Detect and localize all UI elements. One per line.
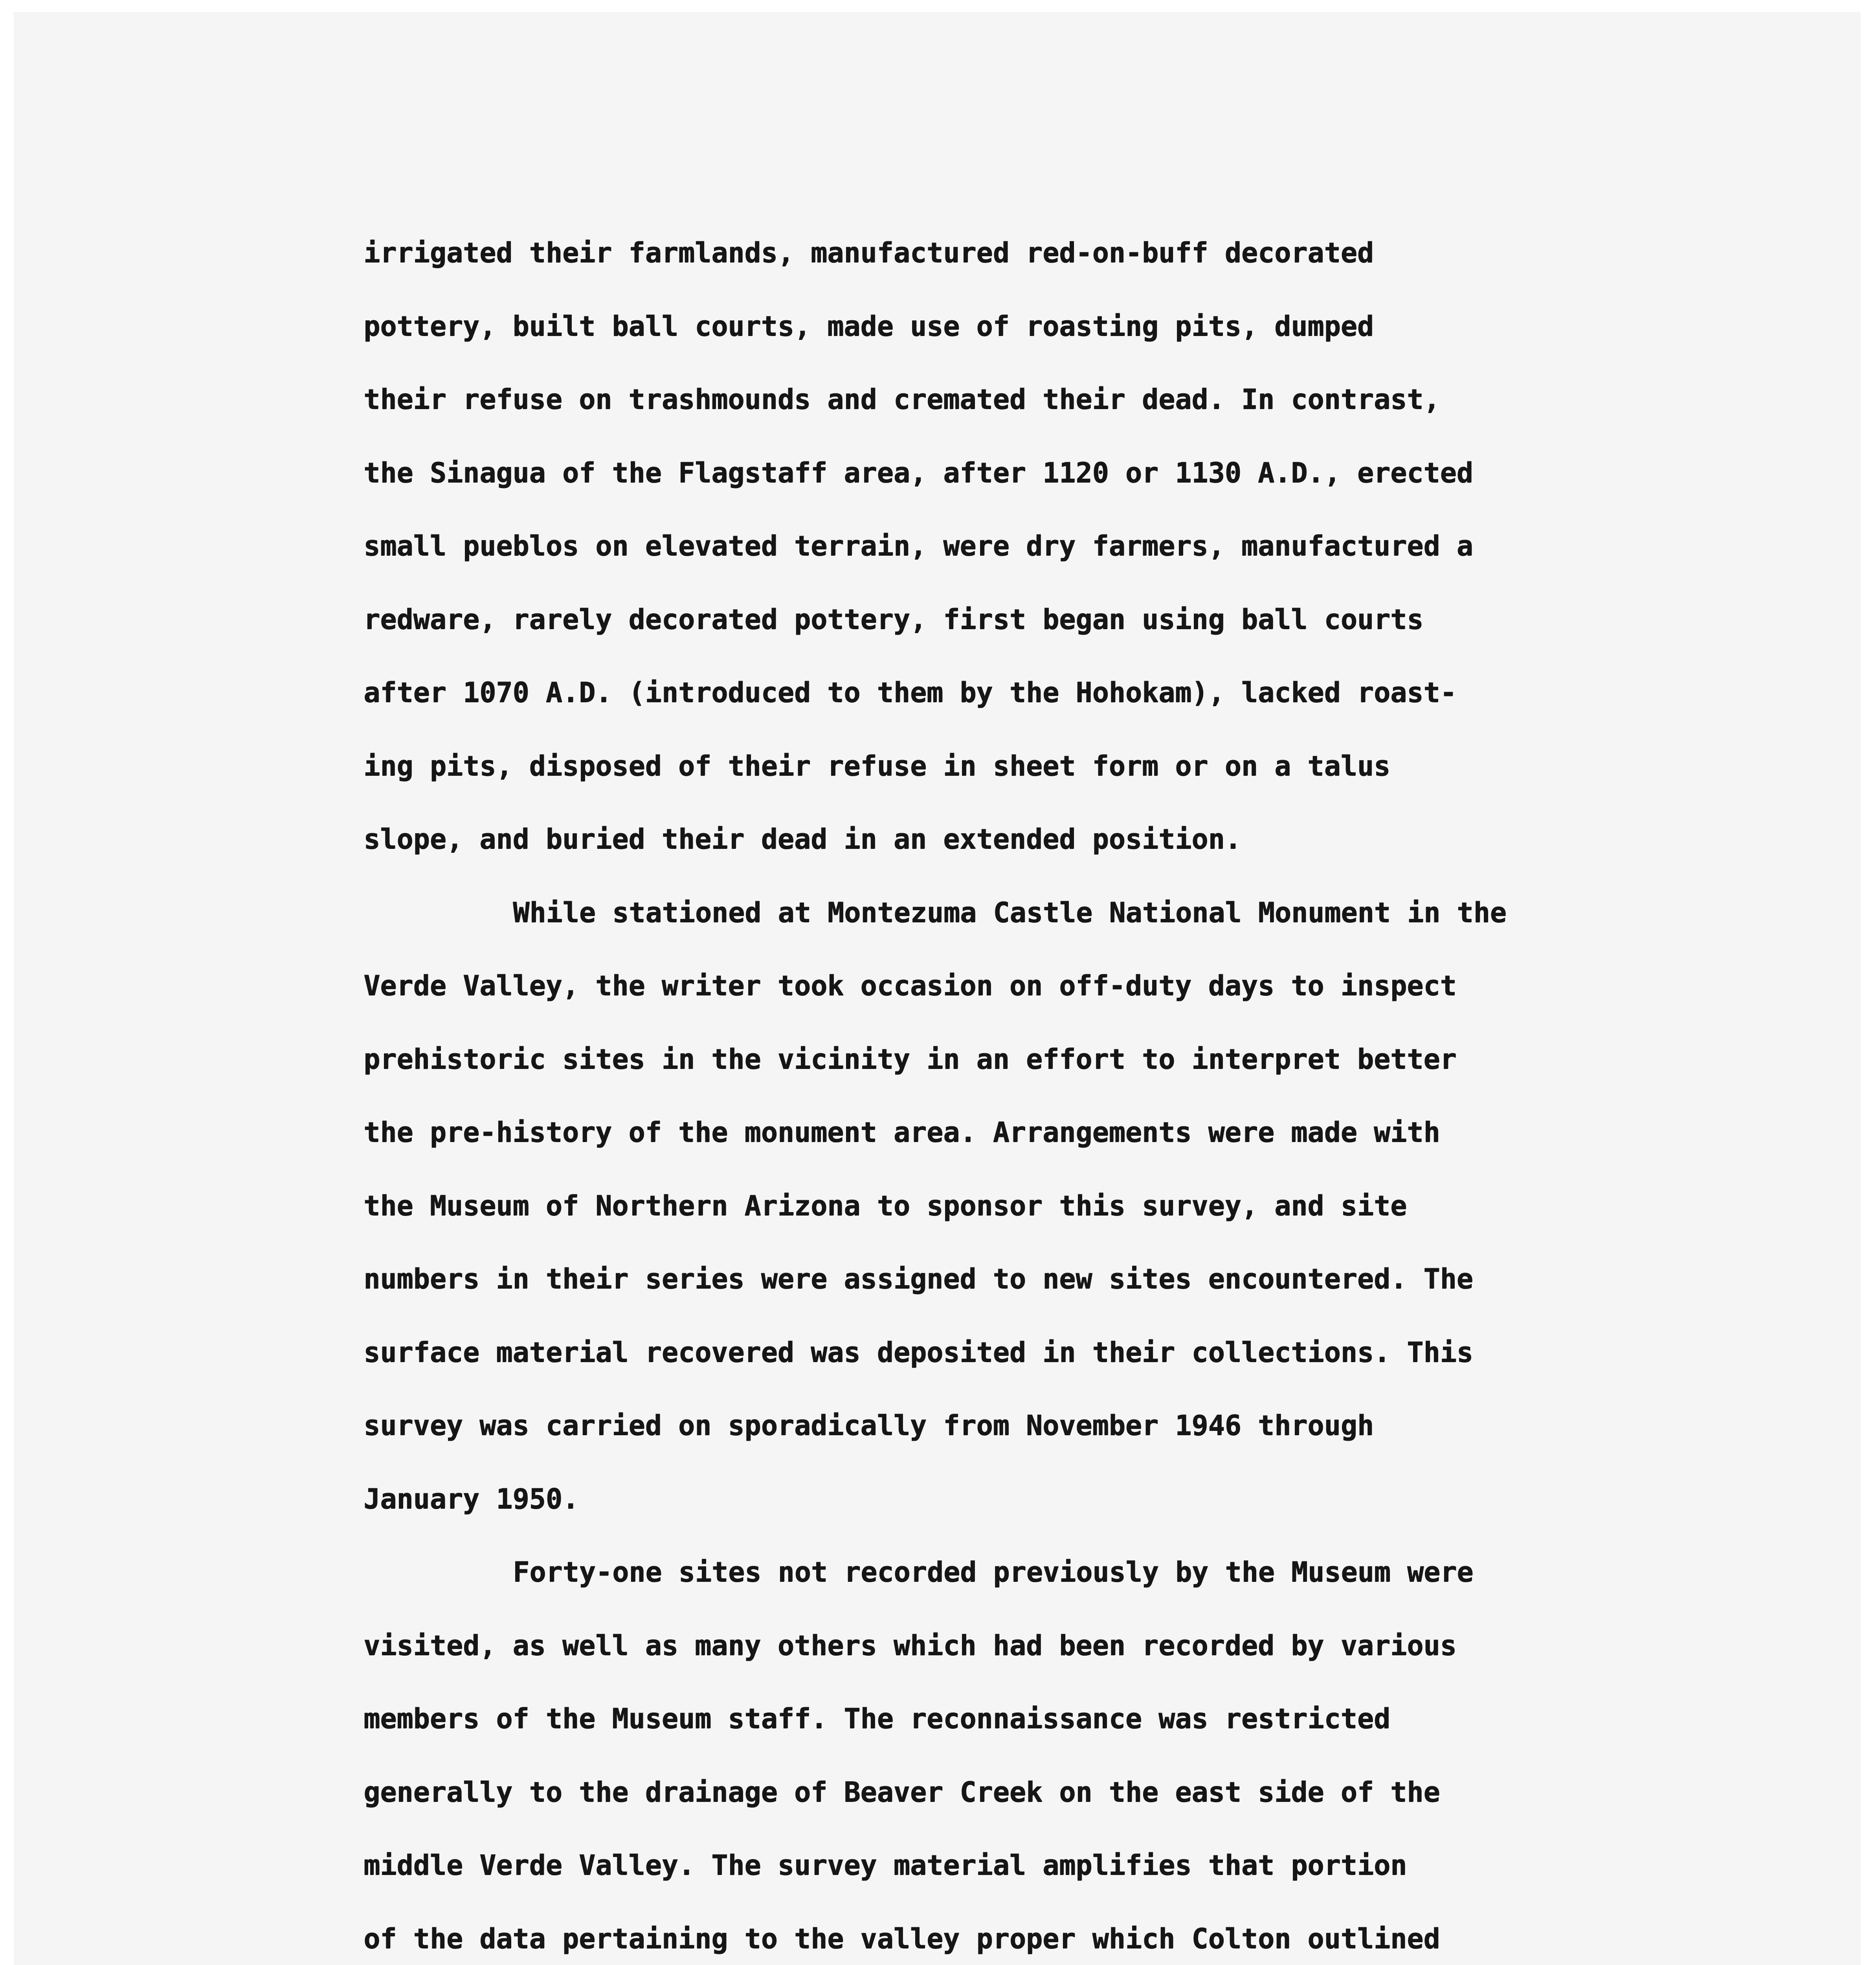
body-text	[363, 216, 1700, 1965]
text-line: January 1950.	[363, 1482, 579, 1515]
document-page	[14, 12, 1861, 1965]
text-line: numbers in their series were assigned to new sites encountered. The	[363, 1263, 1473, 1295]
text-line: small pueblos on elevated terrain, were dry farmers, manufactured a	[363, 530, 1473, 562]
text-line: the pre-history of the monument area. Arrangements were made with	[363, 1116, 1440, 1148]
text-line: their refuse on trashmounds and cremated their dead. In contrast,	[363, 383, 1440, 415]
text-line: the Museum of Northern Arizona to sponsor this survey, and site	[363, 1189, 1407, 1222]
text-line: prehistoric sites in the vicinity in an effort to interpret better	[363, 1043, 1457, 1075]
text-line: after 1070 A.D. (introduced to them by the Hohokam), lacked roast-	[363, 676, 1457, 709]
text-line: ing pits, disposed of their refuse in sheet form or on a talus	[363, 749, 1390, 782]
text-line: generally to the drainage of Beaver Creek on the east side of the	[363, 1776, 1440, 1808]
text-line: visited, as well as many others which had been recorded by various	[363, 1629, 1457, 1662]
text-line: irrigated their farmlands, manufactured red-on-buff decorated	[363, 237, 1374, 269]
text-line: Verde Valley, the writer took occasion on off-duty days to inspect	[363, 970, 1457, 1002]
text-line: pottery, built ball courts, made use of roasting pits, dumped	[363, 310, 1374, 342]
text-line: survey was carried on sporadically from November 1946 through	[363, 1409, 1374, 1442]
paragraph-first-line: While stationed at Montezuma Castle National Monument in the	[513, 896, 1507, 929]
text-line: surface material recovered was deposited in their collections. This	[363, 1336, 1473, 1368]
text-line: of the data pertaining to the valley proper which Colton outlined	[363, 1922, 1440, 1955]
paragraph-first-line: Forty-one sites not recorded previously by the Museum were	[513, 1556, 1474, 1588]
text-line: middle Verde Valley. The survey material amplifies that portion	[363, 1849, 1407, 1881]
text-line: redware, rarely decorated pottery, first began using ball courts	[363, 603, 1424, 635]
text-line: slope, and buried their dead in an extended position.	[363, 823, 1241, 855]
text-line: members of the Museum staff. The reconnaissance was restricted	[363, 1702, 1390, 1735]
text-line: the Sinagua of the Flagstaff area, after 1120 or 1130 A.D., erected	[363, 456, 1473, 489]
